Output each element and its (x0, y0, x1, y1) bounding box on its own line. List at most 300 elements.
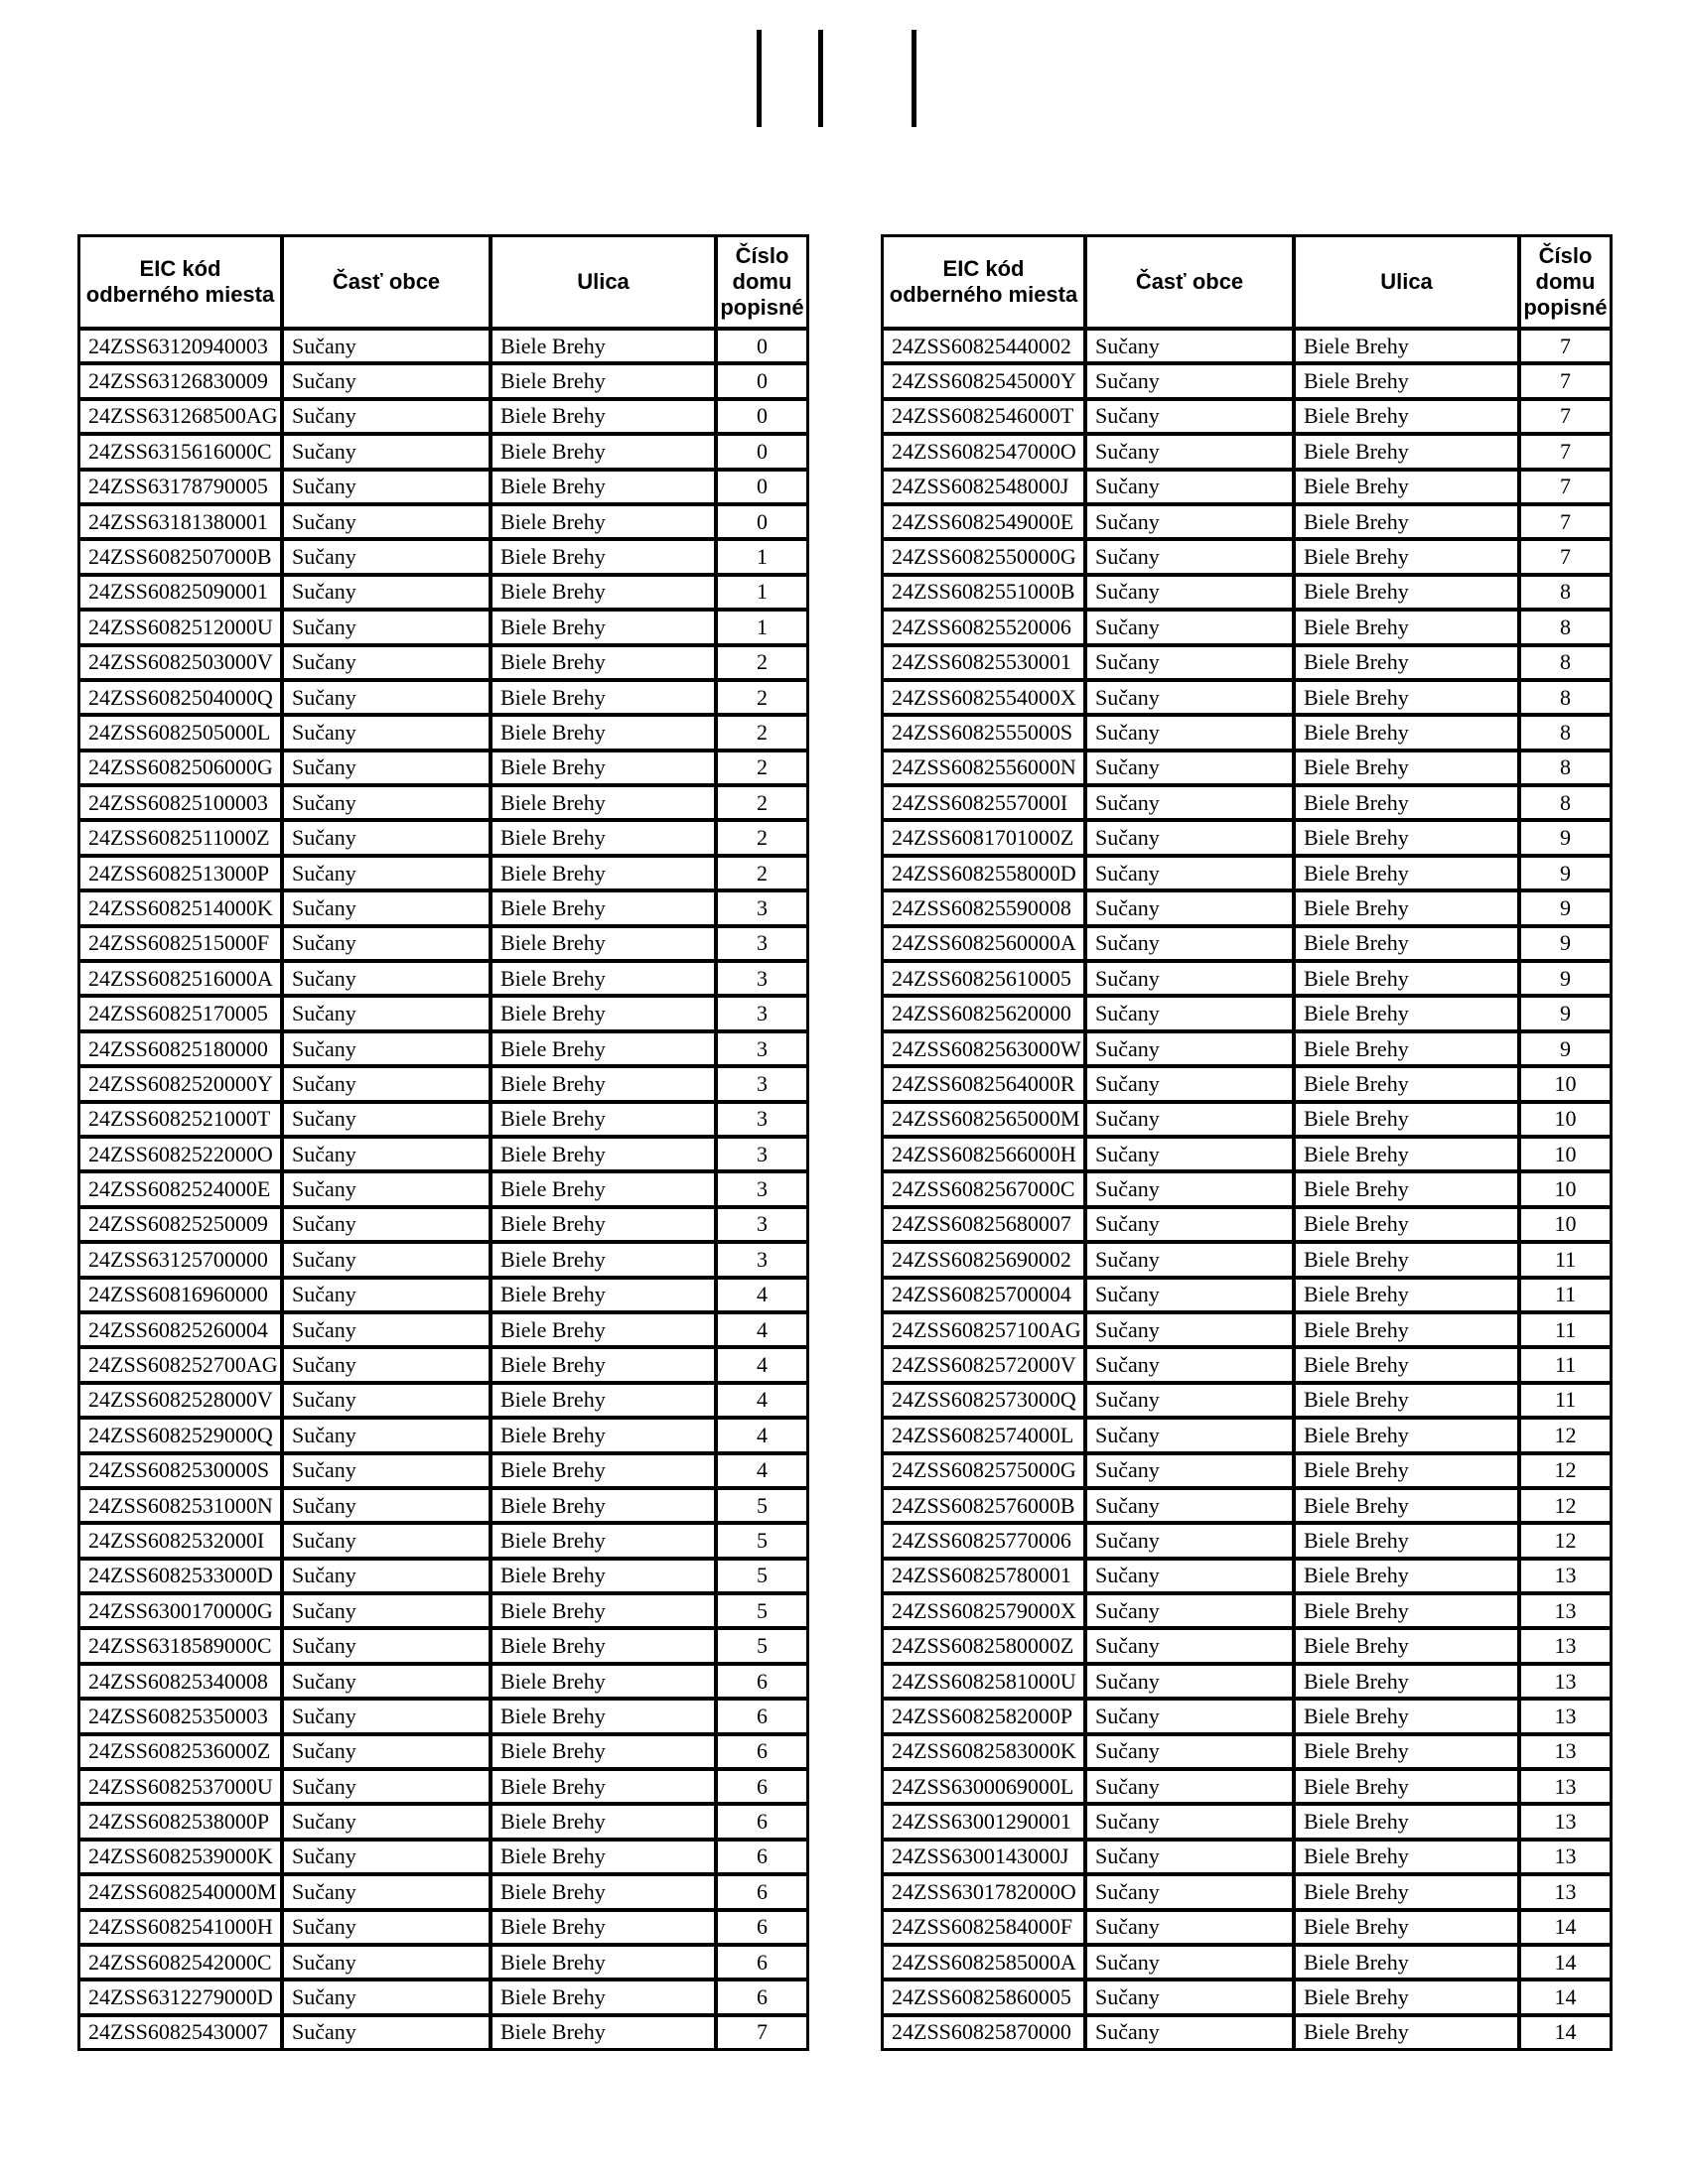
cell-house-number: 9 (1519, 856, 1612, 890)
cell-eic-code: 24ZSS60825170005 (78, 996, 282, 1030)
cell-street: Biele Brehy (1294, 715, 1519, 750)
cell-house-number: 14 (1519, 1910, 1612, 1945)
cell-district: Sučany (282, 610, 491, 644)
cell-district: Sučany (282, 1347, 491, 1382)
table-row (78, 1207, 808, 1242)
cell-street: Biele Brehy (491, 1453, 716, 1488)
table-row (882, 1840, 1612, 1874)
column-header-district: Časť obce (1085, 235, 1294, 329)
cell-eic-code: 24ZSS6082554000X (882, 680, 1085, 715)
table-row (882, 1804, 1612, 1839)
cell-district: Sučany (1085, 1734, 1294, 1769)
cell-house-number: 9 (1519, 890, 1612, 925)
table-row (882, 2015, 1612, 2050)
table-row (78, 1593, 808, 1628)
cell-street: Biele Brehy (1294, 1171, 1519, 1206)
table-row (78, 715, 808, 750)
cell-street: Biele Brehy (1294, 1383, 1519, 1418)
cell-street: Biele Brehy (491, 926, 716, 961)
table-row (882, 856, 1612, 890)
cell-street: Biele Brehy (491, 575, 716, 610)
table-row (882, 1734, 1612, 1769)
cell-district: Sučany (282, 1207, 491, 1242)
cell-eic-code: 24ZSS6082511000Z (78, 820, 282, 855)
cell-street: Biele Brehy (1294, 645, 1519, 680)
cell-house-number: 8 (1519, 751, 1612, 785)
cell-district: Sučany (1085, 2015, 1294, 2050)
cell-street: Biele Brehy (1294, 680, 1519, 715)
cell-house-number: 0 (716, 434, 808, 469)
cell-street: Biele Brehy (1294, 1031, 1519, 1066)
cell-district: Sučany (282, 1171, 491, 1206)
cell-street: Biele Brehy (491, 890, 716, 925)
cell-district: Sučany (282, 329, 491, 363)
cell-street: Biele Brehy (491, 680, 716, 715)
cell-street: Biele Brehy (1294, 1910, 1519, 1945)
cell-house-number: 2 (716, 856, 808, 890)
cell-street: Biele Brehy (491, 1383, 716, 1418)
cell-street: Biele Brehy (1294, 751, 1519, 785)
cell-street: Biele Brehy (1294, 539, 1519, 574)
cell-house-number: 8 (1519, 645, 1612, 680)
table-row (882, 1312, 1612, 1347)
table-row (882, 1945, 1612, 1979)
cell-district: Sučany (282, 1910, 491, 1945)
cell-street: Biele Brehy (1294, 1418, 1519, 1452)
table-row (882, 1171, 1612, 1206)
cell-house-number: 0 (716, 399, 808, 434)
cell-street: Biele Brehy (491, 645, 716, 680)
cell-house-number: 10 (1519, 1171, 1612, 1206)
cell-street: Biele Brehy (491, 961, 716, 996)
table-row (882, 363, 1612, 398)
cell-eic-code: 24ZSS6301782000O (882, 1874, 1085, 1909)
table-row (882, 1523, 1612, 1558)
table-row (78, 1031, 808, 1066)
cell-eic-code: 24ZSS6082576000B (882, 1488, 1085, 1523)
cell-street: Biele Brehy (491, 1207, 716, 1242)
cell-district: Sučany (282, 1488, 491, 1523)
cell-street: Biele Brehy (491, 1874, 716, 1909)
cell-eic-code: 24ZSS631268500AG (78, 399, 282, 434)
cell-eic-code: 24ZSS6082556000N (882, 751, 1085, 785)
cell-eic-code: 24ZSS60825620000 (882, 996, 1085, 1030)
cell-house-number: 11 (1519, 1312, 1612, 1347)
cell-house-number: 9 (1519, 1031, 1612, 1066)
cell-eic-code: 24ZSS6082574000L (882, 1418, 1085, 1452)
cell-house-number: 6 (716, 1699, 808, 1733)
cell-house-number: 9 (1519, 926, 1612, 961)
cell-house-number: 4 (716, 1347, 808, 1382)
cell-house-number: 1 (716, 539, 808, 574)
cell-house-number: 0 (716, 470, 808, 504)
cell-eic-code: 24ZSS6081701000Z (882, 820, 1085, 855)
cell-house-number: 13 (1519, 1699, 1612, 1733)
table-row (78, 785, 808, 820)
cell-street: Biele Brehy (491, 363, 716, 398)
cell-eic-code: 24ZSS6082540000M (78, 1874, 282, 1909)
cell-street: Biele Brehy (1294, 1664, 1519, 1699)
cell-house-number: 5 (716, 1593, 808, 1628)
cell-street: Biele Brehy (1294, 1559, 1519, 1593)
cell-house-number: 8 (1519, 785, 1612, 820)
cell-house-number: 7 (1519, 470, 1612, 504)
table-row (882, 1628, 1612, 1663)
cell-house-number: 1 (716, 610, 808, 644)
cell-street: Biele Brehy (1294, 1278, 1519, 1312)
cell-district: Sučany (282, 1066, 491, 1101)
cell-district: Sučany (282, 785, 491, 820)
cell-eic-code: 24ZSS60825700004 (882, 1278, 1085, 1312)
cell-house-number: 11 (1519, 1278, 1612, 1312)
cell-district: Sučany (282, 470, 491, 504)
table-row (882, 575, 1612, 610)
cell-house-number: 6 (716, 1945, 808, 1979)
cell-district: Sučany (1085, 434, 1294, 469)
table-row (78, 1102, 808, 1137)
cell-district: Sučany (1085, 785, 1294, 820)
cell-street: Biele Brehy (1294, 1066, 1519, 1101)
cell-street: Biele Brehy (491, 1171, 716, 1206)
cell-house-number: 3 (716, 1242, 808, 1277)
cell-house-number: 6 (716, 1734, 808, 1769)
cell-house-number: 13 (1519, 1734, 1612, 1769)
cell-eic-code: 24ZSS60825870000 (882, 2015, 1085, 2050)
cell-eic-code: 24ZSS6082520000Y (78, 1066, 282, 1101)
cell-house-number: 10 (1519, 1207, 1612, 1242)
cell-house-number: 9 (1519, 996, 1612, 1030)
cell-district: Sučany (1085, 399, 1294, 434)
cell-district: Sučany (1085, 890, 1294, 925)
cell-district: Sučany (282, 926, 491, 961)
table-row (78, 575, 808, 610)
cell-street: Biele Brehy (1294, 610, 1519, 644)
cell-street: Biele Brehy (491, 329, 716, 363)
table-row (78, 1453, 808, 1488)
cell-house-number: 3 (716, 890, 808, 925)
table-row (882, 504, 1612, 539)
cell-street: Biele Brehy (1294, 1312, 1519, 1347)
cell-eic-code: 24ZSS60825100003 (78, 785, 282, 820)
cell-district: Sučany (1085, 961, 1294, 996)
cell-district: Sučany (282, 680, 491, 715)
cell-district: Sučany (282, 856, 491, 890)
table-row (882, 1699, 1612, 1733)
cell-district: Sučany (1085, 1523, 1294, 1558)
cell-district: Sučany (282, 434, 491, 469)
cell-district: Sučany (1085, 1312, 1294, 1347)
cell-eic-code: 24ZSS6082555000S (882, 715, 1085, 750)
eic-table-left-header (78, 235, 808, 329)
table-row (882, 996, 1612, 1030)
cell-house-number: 11 (1519, 1347, 1612, 1382)
cell-district: Sučany (1085, 856, 1294, 890)
cell-street: Biele Brehy (491, 1312, 716, 1347)
cell-street: Biele Brehy (1294, 1137, 1519, 1171)
cell-street: Biele Brehy (491, 715, 716, 750)
cell-street: Biele Brehy (491, 504, 716, 539)
cell-district: Sučany (282, 1840, 491, 1874)
cell-district: Sučany (282, 1418, 491, 1452)
cell-house-number: 11 (1519, 1242, 1612, 1277)
cell-house-number: 8 (1519, 610, 1612, 644)
cell-street: Biele Brehy (491, 751, 716, 785)
cell-eic-code: 24ZSS63125700000 (78, 1242, 282, 1277)
cell-eic-code: 24ZSS6300170000G (78, 1593, 282, 1628)
cell-street: Biele Brehy (491, 434, 716, 469)
cell-district: Sučany (282, 1453, 491, 1488)
cell-eic-code: 24ZSS60825350003 (78, 1699, 282, 1733)
cell-house-number: 12 (1519, 1418, 1612, 1452)
cell-district: Sučany (282, 1593, 491, 1628)
cell-district: Sučany (282, 1278, 491, 1312)
page-mark-bar-2 (818, 30, 823, 127)
table-row (882, 1664, 1612, 1699)
cell-eic-code: 24ZSS63126830009 (78, 363, 282, 398)
cell-district: Sučany (1085, 1874, 1294, 1909)
cell-district: Sučany (282, 1979, 491, 2014)
cell-district: Sučany (282, 1734, 491, 1769)
table-row (78, 751, 808, 785)
cell-district: Sučany (1085, 1102, 1294, 1137)
cell-street: Biele Brehy (1294, 1102, 1519, 1137)
table-row (78, 1734, 808, 1769)
cell-street: Biele Brehy (491, 1699, 716, 1733)
table-row (78, 1628, 808, 1663)
cell-house-number: 7 (1519, 329, 1612, 363)
table-row (78, 434, 808, 469)
table-row (882, 434, 1612, 469)
column-header-street: Ulica (491, 235, 716, 329)
column-header-house-number: Číslo domu popisné (716, 235, 808, 329)
table-row (78, 1066, 808, 1101)
cell-street: Biele Brehy (491, 1031, 716, 1066)
cell-district: Sučany (1085, 1593, 1294, 1628)
cell-eic-code: 24ZSS63001290001 (882, 1804, 1085, 1839)
cell-street: Biele Brehy (491, 399, 716, 434)
cell-eic-code: 24ZSS6082545000Y (882, 363, 1085, 398)
cell-eic-code: 24ZSS63178790005 (78, 470, 282, 504)
table-row (882, 1102, 1612, 1137)
table-row (882, 1453, 1612, 1488)
cell-street: Biele Brehy (1294, 1874, 1519, 1909)
cell-house-number: 3 (716, 1102, 808, 1137)
cell-eic-code: 24ZSS60825770006 (882, 1523, 1085, 1558)
cell-district: Sučany (1085, 1769, 1294, 1804)
cell-house-number: 2 (716, 820, 808, 855)
eic-table-right (881, 234, 1613, 2051)
table-row (882, 1066, 1612, 1101)
eic-table-left (77, 234, 809, 2051)
cell-district: Sučany (1085, 1031, 1294, 1066)
table-row (882, 1979, 1612, 2014)
cell-district: Sučany (1085, 1840, 1294, 1874)
cell-house-number: 6 (716, 1874, 808, 1909)
cell-street: Biele Brehy (491, 1102, 716, 1137)
cell-district: Sučany (282, 1664, 491, 1699)
cell-street: Biele Brehy (491, 1559, 716, 1593)
cell-street: Biele Brehy (491, 470, 716, 504)
cell-eic-code: 24ZSS6082551000B (882, 575, 1085, 610)
cell-eic-code: 24ZSS60825610005 (882, 961, 1085, 996)
cell-eic-code: 24ZSS6082541000H (78, 1910, 282, 1945)
cell-house-number: 0 (716, 329, 808, 363)
cell-street: Biele Brehy (1294, 470, 1519, 504)
cell-district: Sučany (282, 575, 491, 610)
table-row (78, 1559, 808, 1593)
column-header-eic-code: EIC kód odberného miesta (882, 235, 1085, 329)
cell-eic-code: 24ZSS63120940003 (78, 329, 282, 363)
cell-street: Biele Brehy (1294, 2015, 1519, 2050)
cell-house-number: 6 (716, 1664, 808, 1699)
table-row (882, 399, 1612, 434)
cell-district: Sučany (1085, 1945, 1294, 1979)
cell-street: Biele Brehy (491, 1945, 716, 1979)
cell-house-number: 13 (1519, 1559, 1612, 1593)
table-row (78, 1769, 808, 1804)
cell-house-number: 4 (716, 1383, 808, 1418)
cell-eic-code: 24ZSS60825690002 (882, 1242, 1085, 1277)
cell-district: Sučany (1085, 1979, 1294, 2014)
cell-street: Biele Brehy (1294, 1523, 1519, 1558)
table-row (78, 1945, 808, 1979)
cell-street: Biele Brehy (1294, 1699, 1519, 1733)
cell-house-number: 2 (716, 645, 808, 680)
cell-district: Sučany (282, 1242, 491, 1277)
table-row (882, 329, 1612, 363)
cell-house-number: 3 (716, 1137, 808, 1171)
cell-street: Biele Brehy (491, 1523, 716, 1558)
cell-eic-code: 24ZSS6082503000V (78, 645, 282, 680)
cell-eic-code: 24ZSS6082549000E (882, 504, 1085, 539)
cell-street: Biele Brehy (1294, 1453, 1519, 1488)
cell-house-number: 7 (1519, 504, 1612, 539)
cell-eic-code: 24ZSS6082506000G (78, 751, 282, 785)
cell-eic-code: 24ZSS60825780001 (882, 1559, 1085, 1593)
cell-house-number: 10 (1519, 1102, 1612, 1137)
cell-eic-code: 24ZSS6082558000D (882, 856, 1085, 890)
cell-street: Biele Brehy (1294, 575, 1519, 610)
cell-street: Biele Brehy (1294, 785, 1519, 820)
cell-street: Biele Brehy (491, 1418, 716, 1452)
table-row (78, 1910, 808, 1945)
table-row (882, 1031, 1612, 1066)
cell-district: Sučany (1085, 1664, 1294, 1699)
cell-eic-code: 24ZSS6300143000J (882, 1840, 1085, 1874)
table-row (78, 1979, 808, 2014)
cell-district: Sučany (282, 645, 491, 680)
cell-eic-code: 24ZSS6082548000J (882, 470, 1085, 504)
page-mark-bar-3 (912, 30, 916, 127)
cell-district: Sučany (1085, 1383, 1294, 1418)
cell-house-number: 4 (716, 1453, 808, 1488)
cell-house-number: 11 (1519, 1383, 1612, 1418)
table-row (882, 1347, 1612, 1382)
table-row (78, 1664, 808, 1699)
cell-eic-code: 24ZSS60825090001 (78, 575, 282, 610)
cell-eic-code: 24ZSS60825860005 (882, 1979, 1085, 2014)
column-header-house-number: Číslo domu popisné (1519, 235, 1612, 329)
cell-district: Sučany (282, 539, 491, 574)
cell-district: Sučany (1085, 1242, 1294, 1277)
table-row (78, 1383, 808, 1418)
cell-street: Biele Brehy (491, 1769, 716, 1804)
cell-eic-code: 24ZSS6082516000A (78, 961, 282, 996)
cell-house-number: 4 (716, 1418, 808, 1452)
cell-eic-code: 24ZSS60825250009 (78, 1207, 282, 1242)
table-row (78, 504, 808, 539)
cell-house-number: 14 (1519, 1979, 1612, 2014)
cell-street: Biele Brehy (1294, 1840, 1519, 1874)
cell-house-number: 3 (716, 1066, 808, 1101)
cell-district: Sučany (1085, 1628, 1294, 1663)
cell-eic-code: 24ZSS6082529000Q (78, 1418, 282, 1452)
cell-street: Biele Brehy (1294, 1734, 1519, 1769)
cell-eic-code: 24ZSS6082522000O (78, 1137, 282, 1171)
cell-eic-code: 24ZSS60825430007 (78, 2015, 282, 2050)
table-row (78, 645, 808, 680)
cell-house-number: 2 (716, 715, 808, 750)
table-row (78, 856, 808, 890)
table-row (78, 399, 808, 434)
cell-eic-code: 24ZSS608252700AG (78, 1347, 282, 1382)
cell-eic-code: 24ZSS6082557000I (882, 785, 1085, 820)
table-row (882, 1137, 1612, 1171)
cell-house-number: 3 (716, 1207, 808, 1242)
cell-eic-code: 24ZSS6082542000C (78, 1945, 282, 1979)
cell-district: Sučany (282, 1137, 491, 1171)
cell-street: Biele Brehy (491, 1137, 716, 1171)
table-row (78, 1840, 808, 1874)
cell-district: Sučany (282, 1523, 491, 1558)
cell-street: Biele Brehy (1294, 1628, 1519, 1663)
cell-eic-code: 24ZSS6082514000K (78, 890, 282, 925)
table-row (882, 1593, 1612, 1628)
cell-district: Sučany (1085, 539, 1294, 574)
cell-district: Sučany (1085, 1559, 1294, 1593)
cell-eic-code: 24ZSS6082533000D (78, 1559, 282, 1593)
table-row (882, 1207, 1612, 1242)
table-row (882, 1242, 1612, 1277)
eic-table-right-header (882, 235, 1612, 329)
cell-street: Biele Brehy (491, 610, 716, 644)
cell-eic-code: 24ZSS60816960000 (78, 1278, 282, 1312)
cell-street: Biele Brehy (491, 1488, 716, 1523)
cell-district: Sučany (1085, 1804, 1294, 1839)
cell-street: Biele Brehy (1294, 996, 1519, 1030)
cell-eic-code: 24ZSS6082512000U (78, 610, 282, 644)
cell-eic-code: 24ZSS6082563000W (882, 1031, 1085, 1066)
cell-district: Sučany (1085, 820, 1294, 855)
cell-street: Biele Brehy (491, 2015, 716, 2050)
table-row (882, 751, 1612, 785)
table-row (882, 890, 1612, 925)
cell-district: Sučany (1085, 1453, 1294, 1488)
table-row (882, 1769, 1612, 1804)
cell-house-number: 13 (1519, 1804, 1612, 1839)
cell-house-number: 2 (716, 680, 808, 715)
cell-street: Biele Brehy (1294, 820, 1519, 855)
cell-street: Biele Brehy (491, 996, 716, 1030)
cell-street: Biele Brehy (491, 539, 716, 574)
cell-district: Sučany (1085, 1207, 1294, 1242)
table-row (78, 1699, 808, 1733)
cell-house-number: 5 (716, 1523, 808, 1558)
table-row (78, 1804, 808, 1839)
cell-district: Sučany (1085, 926, 1294, 961)
cell-district: Sučany (1085, 1488, 1294, 1523)
cell-street: Biele Brehy (1294, 1207, 1519, 1242)
